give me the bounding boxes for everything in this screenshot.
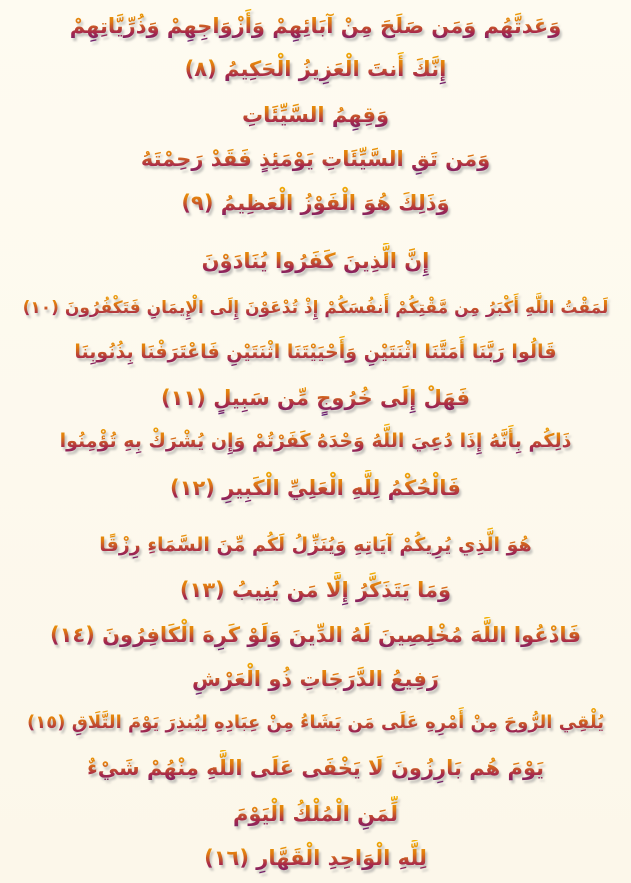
verse-text: لَمَقْتُ اللَّهِ أَكْبَرُ مِن مَّقْتِكُمْ أَنفُسَكُمْ إِذْ تُدْعَوْنَ إِلَى الْإِيمَانِ فَتَكْفُرُونَ (١٠) (23, 290, 609, 326)
verse-text: لِلَّهِ الْوَاحِدِ الْقَهَّارِ (١٦) (204, 840, 427, 876)
verse-line-16 (0, 705, 631, 741)
verse-line-14 (0, 617, 631, 653)
verse-text: إِنَّ الَّذِينَ كَفَرُوا يُنَادَوْنَ (202, 243, 430, 279)
verse-text: وَمَن تَقِ السَّيِّئَاتِ يَوْمَئِذٍ فَقَدْ رَحِمْتَهُ (141, 141, 490, 177)
verse-line-3 (0, 97, 631, 133)
verse-line-11 (0, 470, 631, 506)
verse-line-9 (0, 380, 631, 416)
verse-line-2 (0, 51, 631, 87)
verse-text: إِنَّكَ أَنتَ الْعَزِيزُ الْحَكِيمُ (٨) (185, 51, 447, 87)
verse-line-5 (0, 185, 631, 221)
verse-line-19 (0, 840, 631, 876)
verse-line-12 (0, 527, 631, 563)
verse-text: لِّمَنِ الْمُلْكُ الْيَوْمَ (233, 796, 398, 832)
verse-line-18 (0, 796, 631, 832)
verse-line-13 (0, 572, 631, 608)
verse-text: رَفِيعُ الدَّرَجَاتِ ذُو الْعَرْشِ (192, 661, 439, 697)
verse-text: وَمَا يَتَذَكَّرُ إِلَّا مَن يُنِيبُ (١٣) (180, 572, 451, 608)
verse-text: فَادْعُوا اللَّهَ مُخْلِصِينَ لَهُ الدِّينَ وَلَوْ كَرِهَ الْكَافِرُونَ (١٤) (50, 617, 581, 653)
verse-line-17 (0, 750, 631, 786)
verse-text: وَقِهِمُ السَّيِّئَاتِ (242, 97, 389, 133)
verse-line-4 (0, 141, 631, 177)
verse-line-6 (0, 243, 631, 279)
verse-line-8 (0, 334, 631, 370)
verse-line-7 (0, 290, 631, 326)
verse-text: ذَلِكُم بِأَنَّهُ إِذَا دُعِيَ اللَّهُ وَحْدَهُ كَفَرْتُمْ وَإِن يُشْرَكْ بِهِ تُؤْمِنُوا (60, 423, 572, 459)
verse-line-15 (0, 661, 631, 697)
verse-text: يَوْمَ هُم بَارِزُونَ لَا يَخْفَى عَلَى اللَّهِ مِنْهُمْ شَيْءٌ (87, 750, 544, 786)
verse-text: يُلْقِي الرُّوحَ مِنْ أَمْرِهِ عَلَى مَن يَشَاءُ مِنْ عِبَادِهِ لِيُنذِرَ يَوْمَ التَّلَاقِ (١٥) (27, 705, 604, 741)
verse-text: فَهَلْ إِلَى خُرُوجٍ مِّن سَبِيلٍ (١١) (161, 380, 470, 416)
verse-text: قَالُوا رَبَّنَا أَمَتَّنَا اثْنَتَيْنِ وَأَحْيَيْتَنَا اثْنَتَيْنِ فَاعْتَرَفْنَا بِذُنُوبِنَا (74, 334, 556, 370)
verse-text: هُوَ الَّذِي يُرِيكُمْ آيَاتِهِ وَيُنَزِّلُ لَكُم مِّنَ السَّمَاءِ رِزْقًا (99, 527, 531, 563)
verse-text: وَذَلِكَ هُوَ الْفَوْزُ الْعَظِيمُ (٩) (181, 185, 449, 221)
verse-line-10 (0, 423, 631, 459)
verse-text: وَعَدتَّهُم وَمَن صَلَحَ مِنْ آبَائِهِمْ وَأَزْوَاجِهِمْ وَذُرِّيَّاتِهِمْ (70, 8, 562, 44)
verse-text: فَالْحُكْمُ لِلَّهِ الْعَلِيِّ الْكَبِيرِ (١٢) (170, 470, 461, 506)
verse-line-1 (0, 8, 631, 44)
